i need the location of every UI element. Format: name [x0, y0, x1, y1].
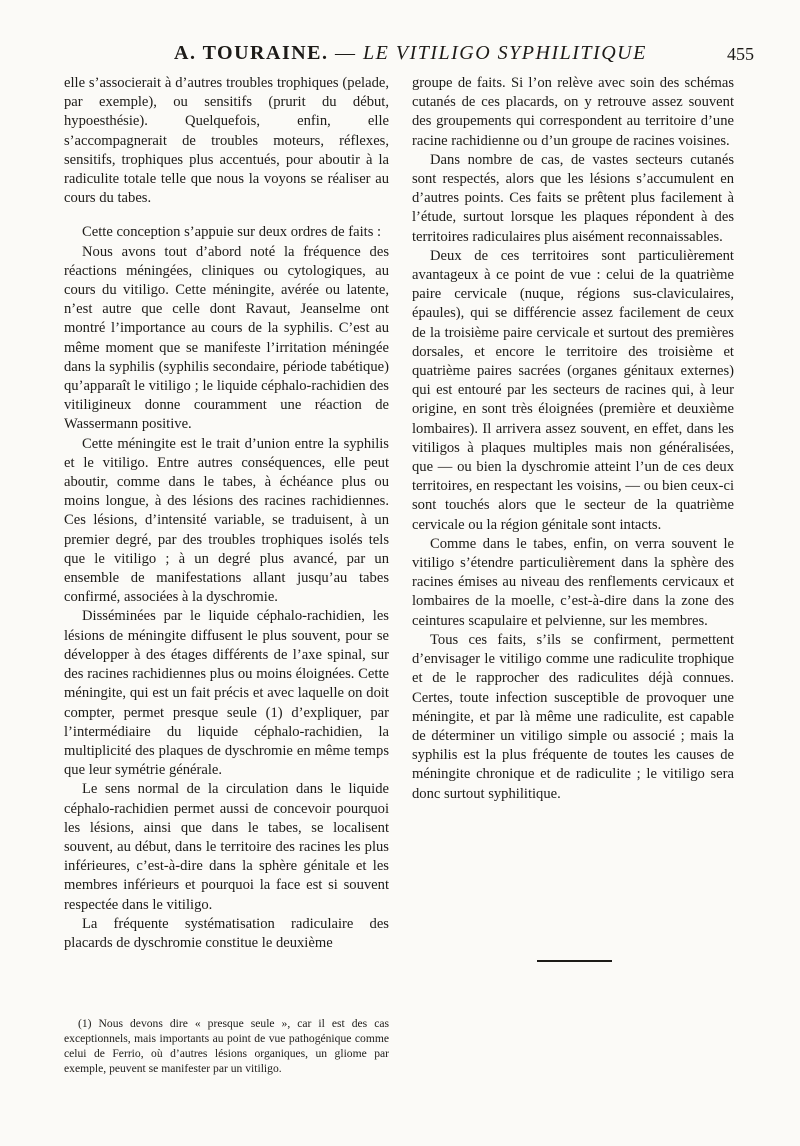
footnote: [64, 1016, 389, 1076]
header-author: A. TOURAINE.: [174, 42, 329, 64]
paragraph: Le sens normal de la circulation dans le liquide céphalo-rachidien permet aussi de concevoir pourquoi les lésions, ainsi que dans le tabes, se localisent souvent, au début, dans le territoire des racines les plus inférieures, c’est-à-dire dans la sphère génitale et les membres inférieurs et pourquoi la face est si souvent respectée dans le vitiligo.: [64, 781, 389, 913]
left-column: [64, 74, 389, 953]
right-column: [412, 74, 734, 804]
paragraph: Comme dans le tabes, enfin, on verra souvent le vitiligo s’étendre particulièrement dans la sphère des racines émises au niveau des renflements cervicaux et lombaires de la moelle, c’est-à-dire dans la zone des ceintures scapulaire et pelvienne, sur les membres.: [412, 535, 734, 629]
paragraph: Nous avons tout d’abord noté la fréquence des réactions méningées, cliniques ou cytologiques, au cours du vitiligo. Cette méningite, avérée ou latente, n’est autre que celle dont Ravaut, Jeanselme ont montré l’importance au cours de la syphilis. C’est au même moment que se manifeste l’irritation méningée dans la syphilis (syphilis secondaire, période tabétique) qu’apparaît le vitiligo ; le liquide céphalo-rachidien des vitiligineux donne couramment une réaction de Wassermann positive.: [64, 243, 389, 433]
section-end-rule: [537, 960, 612, 962]
paragraph: La fréquente systématisation radiculaire des placards de dyschromie constitue le deuxième: [64, 915, 389, 951]
header-title: LE VITILIGO SYPHILITIQUE: [363, 42, 647, 64]
paragraph: Cette conception s’appuie sur deux ordres de faits :: [82, 224, 382, 241]
paragraph: Tous ces faits, s’ils se confirment, permettent d’envisager le vitiligo comme une radiculite trophique et de le rapprocher des radiculites déjà connues. Certes, toute infection susceptible de provoquer une méningite, et par là même une radiculite, est capable de déterminer un vitiligo simple ou associé ; mais la syphilis est la plus fréquente de toutes les causes de méningite chronique et de radiculite ; le vitiligo sera donc surtout syphilitique.: [412, 631, 734, 802]
paragraph: Disséminées par le liquide céphalo-rachidien, les lésions de méningite diffusent le plus souvent, pour se développer à des étages différents de l’axe spinal, sur des racines rachidiennes plus ou moins éloignées. Cette méningite, qui est un fait précis et avec laquelle on doit compter, permet presque seule (1) d’expliquer, par l’intermédiaire du liquide céphalo-rachidien, la multiplicité des plaques de dyschromie en même temps que leur symétrie générale.: [64, 608, 389, 779]
paragraph: Deux de ces territoires sont particulièrement avantageux à ce point de vue : celui de la quatrième paire cervicale (nuque, régions sus-claviculaires, épaules), qui se différencie assez facilement de ceux de la troisième paire cervicale et surtout des premières dorsales, et encore le territoire des troisième et quatrième paires sacrées (organes génitaux externes) qui est entouré par les secteurs de racines qui, à leur origine, en sont très éloignées (première et deuxième lombaires). Il arrivera assez souvent, en effet, dans les vitiligos à plaques multiples mais non généralisées, que — ou bien la dyschromie atteint l’un de ces deux territoires, en respectant les voisins, — ou bien ceux-ci sont touchés alors que le secteur de la quatrième cervicale ou la région génitale sont intacts.: [412, 247, 734, 533]
paragraph: groupe de faits. Si l’on relève avec soin des schémas cutanés de ces placards, on y retrouve assez souvent des groupements qui correspondent au territoire d’une racine rachidienne ou d’un groupe de racines voisines.: [412, 75, 734, 149]
page-number: 455: [727, 44, 754, 64]
running-title: [174, 42, 647, 65]
footnote-text: (1) Nous devons dire « presque seule », car il est des cas exceptionnels, mais importants au point de vue pathogénique comme celui de Ferrio, où d’autres lésions organiques, un gliome par exemple, peuvent se manifester par un vitiligo.: [64, 1017, 389, 1075]
paragraph: Dans nombre de cas, de vastes secteurs cutanés sont respectés, alors que les lésions s’accumulent en d’autres points. Ces faits se prêtent plus facilement à l’étude, surtout lorsque les plaques répondent à des territoires radiculaires plus aisément reconnaissables.: [412, 151, 734, 245]
paragraph: elle s’associerait à d’autres troubles trophiques (pelade, par exemple), ou sensitifs (prurit du début, hypoesthésie). Quelquefois, enfin, elle s’accompagnerait de troubles moteurs, réflexes, sensitifs, trophiques plus accentués, pour aboutir à la radiculite totale telle que nous la voyons se réaliser au cours du tabes.: [64, 75, 389, 207]
header-separator: —: [335, 42, 357, 64]
running-header: [64, 42, 754, 72]
paragraph: Cette méningite est le trait d’union entre la syphilis et le vitiligo. Entre autres conséquences, elle peut aboutir, comme dans le tabes, à échéance plus ou moins longue, à des lésions des racines rachidiennes. Ces lésions, d’intensité variable, se traduisent, à un premier degré, par des troubles trophiques isolés tels que le vitiligo ; à un degré plus avancé, par un ensemble de manifestations allant jusqu’au tabes confirmé, associées à la dyschromie.: [64, 435, 389, 606]
